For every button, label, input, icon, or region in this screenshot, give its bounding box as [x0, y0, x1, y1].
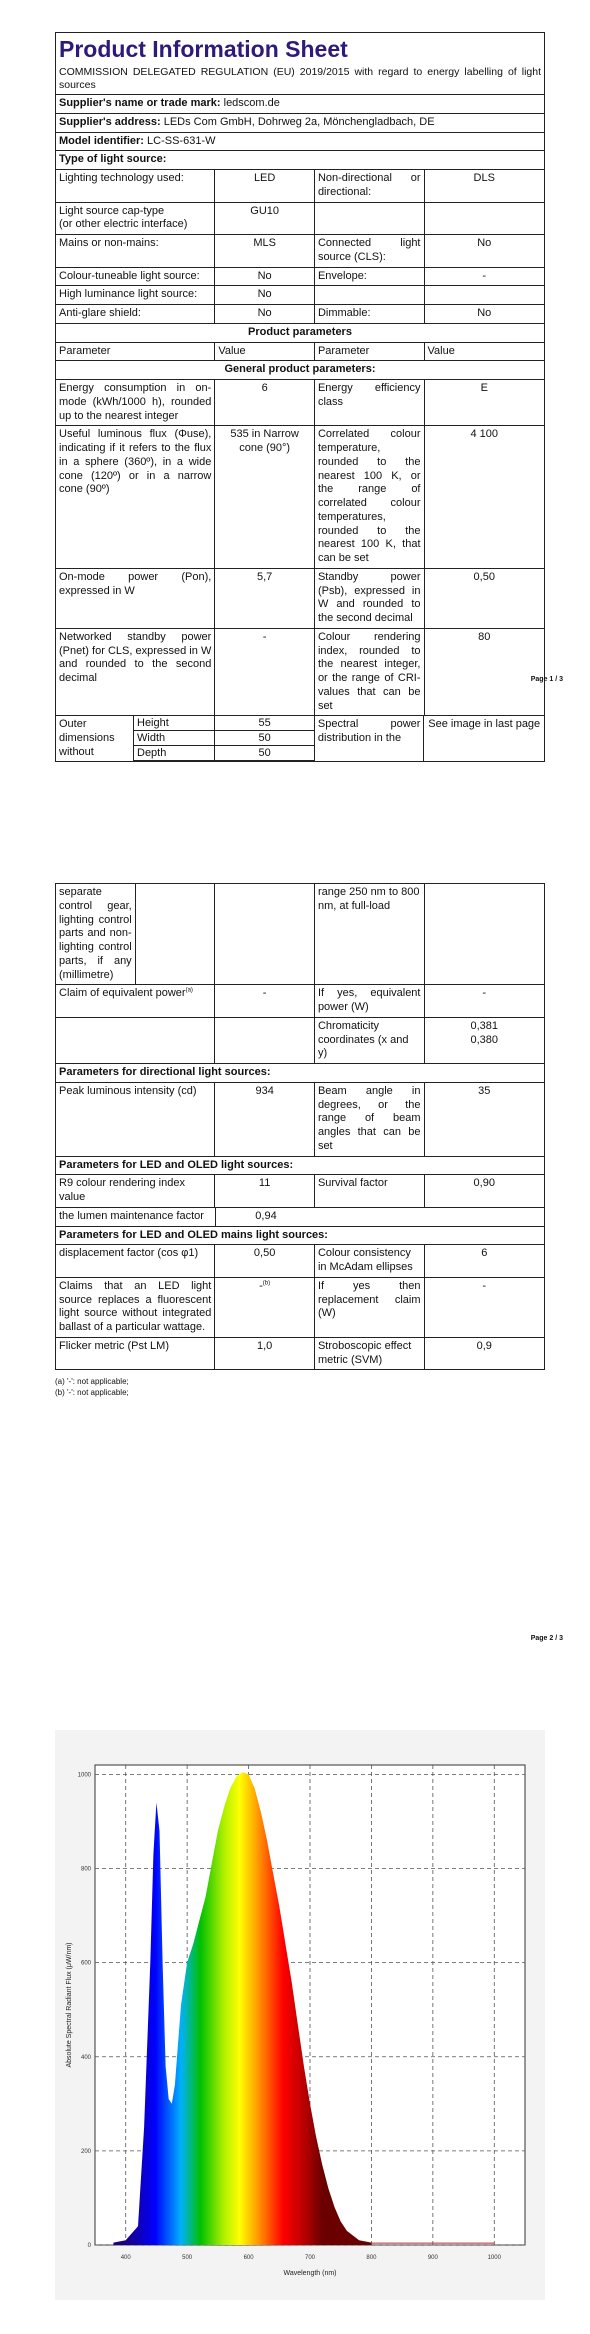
dimension-value: 50 — [215, 731, 314, 746]
general-label-2: Energy efficiency class — [315, 380, 425, 425]
type-label: Anti-glare shield: — [59, 307, 141, 319]
lumen-label: the lumen maintenance factor — [56, 1208, 216, 1226]
type-label: Colour-tuneable light source: — [59, 269, 200, 282]
x-tick-label: 400 — [120, 2255, 131, 2261]
claim-label: Claim of equivalent power — [59, 987, 186, 1000]
type-value-2: No — [477, 237, 492, 249]
type-label-2: Envelope: — [315, 268, 425, 286]
y-axis-label: Absolute Spectral Radiant Flux (μW/nm) — [66, 1942, 73, 2068]
type-row — [56, 305, 544, 324]
regulation-text: COMMISSION DELEGATED REGULATION (EU) 2019/2015 with regard to energy labelling of light sources — [59, 65, 541, 91]
chroma-row — [56, 1018, 544, 1064]
type-value: MLS — [215, 235, 315, 267]
general-value-2: 80 — [478, 630, 491, 643]
type-value-2 — [425, 203, 545, 235]
claims-value-cell — [215, 1278, 315, 1337]
dimensions-label: Outer dimensions without — [56, 716, 134, 761]
type-value-2: DLS — [473, 172, 495, 184]
model-label: Model identifier: — [59, 134, 144, 147]
flicker-row — [56, 1338, 544, 1371]
x-tick-label: 600 — [243, 2255, 254, 2261]
x-tick-label: 1000 — [487, 2255, 501, 2261]
disp-row — [56, 1245, 544, 1278]
value-head-1: Value — [215, 343, 315, 361]
type-label-2: Dimmable: — [315, 305, 425, 323]
x-axis-label: Wavelength (nm) — [283, 2270, 337, 2277]
type-label-cell — [56, 170, 215, 202]
spectral-cont-value — [425, 884, 545, 984]
type-row — [56, 268, 544, 287]
claims-sup: (b) — [262, 1280, 271, 1287]
y-tick-label: 800 — [80, 1866, 91, 1873]
type-header: Type of light source: — [59, 153, 167, 166]
general-label: On-mode power (Pon), expressed in W — [56, 569, 215, 628]
type-label-cell — [56, 305, 215, 323]
type-value: LED — [215, 170, 315, 202]
type-value: No — [215, 305, 315, 323]
general-value-2: 4 100 — [470, 428, 499, 441]
general-label: Networked standby power (Pnet) for CLS, expressed in W and rounded to the second decimal — [56, 629, 215, 716]
lumen-value: 0,94 — [255, 1209, 277, 1222]
supplier-name-label: Supplier's name or trade mark: — [59, 97, 221, 109]
supplier-name-value: ledscom.de — [223, 97, 280, 109]
type-value-2: - — [482, 269, 487, 282]
type-row — [56, 286, 544, 305]
model-value: LC-SS-631-W — [147, 134, 216, 147]
type-value-2 — [425, 286, 545, 304]
model-row — [56, 133, 544, 151]
mains-header: Parameters for LED and OLED mains light sources: — [59, 1228, 328, 1241]
type-label-sub: (or other electric interface) — [59, 218, 188, 231]
supplier-address-value: LEDs Com GmbH, Dohrweg 2a, Mönchengladbach, DE — [163, 115, 435, 128]
beam-value: 35 — [478, 1084, 491, 1097]
chroma-values — [425, 1018, 545, 1063]
type-label-cell — [56, 268, 215, 286]
general-label-2: Standby power (Psb), expressed in W and rounded to the second decimal — [315, 569, 425, 628]
general-row — [56, 426, 544, 569]
general-value-2: E — [480, 382, 488, 394]
strobo-value: 0,9 — [476, 1339, 492, 1352]
page-2 — [55, 883, 563, 1642]
info-sheet-page-1 — [55, 32, 545, 762]
peak-value: 934 — [215, 1083, 315, 1156]
general-header: General product parameters: — [224, 363, 376, 376]
peak-label: Peak luminous intensity (cd) — [56, 1083, 215, 1156]
y-tick-label: 1000 — [77, 1772, 91, 1779]
general-label-2: Colour rendering index, rounded to the nearest integer, or the range of CRI-values that can be set — [315, 629, 425, 716]
type-label-2 — [315, 203, 425, 235]
type-label: Light source cap-type — [59, 204, 165, 217]
dimensions-cont-label: separate control gear, lighting control parts and non-lighting control parts, if any (millimetre) — [56, 884, 136, 984]
dimension-name: Depth — [134, 746, 214, 761]
flicker-label: Flicker metric (Pst LM) — [56, 1338, 215, 1370]
general-row — [56, 569, 544, 629]
dimension-names — [134, 716, 214, 761]
type-label-2 — [315, 286, 425, 304]
consistency-label: Colour consistency in McAdam ellipses — [315, 1245, 425, 1277]
general-label: Useful luminous flux (Φuse), indicating if it refers to the flux in a sphere (360º), in a wide cone (120º) or in a narrow cone (90º) — [56, 426, 215, 568]
type-value: GU10 — [215, 203, 315, 235]
y-tick-label: 400 — [80, 2054, 91, 2061]
claim-label-cell — [56, 985, 215, 1017]
dimension-value: 55 — [215, 716, 314, 731]
led-header: Parameters for LED and OLED light sources: — [59, 1158, 294, 1171]
type-label-cell — [56, 235, 215, 267]
type-rows — [56, 170, 544, 324]
general-value: - — [215, 629, 315, 716]
chroma-x: 0,381 — [470, 1019, 499, 1032]
consistency-value: 6 — [481, 1247, 488, 1260]
supplier-name-row — [56, 95, 544, 113]
claims-value: - — [259, 1279, 263, 1292]
product-params-header: Product parameters — [248, 325, 352, 338]
type-row — [56, 235, 544, 268]
footnote-a: (a) '-': not applicable; — [55, 1377, 129, 1387]
general-rows — [56, 380, 544, 716]
page-2-footer: Page 2 / 3 — [530, 1635, 563, 1642]
survival-label: Survival factor — [315, 1175, 425, 1207]
type-label-2: Connected light source (CLS): — [315, 235, 425, 267]
param-head-1: Parameter — [56, 343, 215, 361]
dimensions-cont-spacer — [136, 884, 216, 984]
beam-label: Beam angle in degrees, or the range of beam angles that can be set — [315, 1083, 425, 1156]
general-value: 5,7 — [215, 569, 315, 628]
spectral-cont-label: range 250 nm to 800 nm, at full-load — [315, 884, 425, 984]
page-1 — [55, 32, 563, 762]
info-sheet-page-2 — [55, 883, 545, 1370]
strobo-label: Stroboscopic effect metric (SVM) — [315, 1338, 425, 1370]
lumen-row — [56, 1208, 544, 1227]
page-3 — [55, 1730, 545, 2300]
type-label: Mains or non-mains: — [59, 237, 159, 249]
dimensions-cont-value — [215, 884, 315, 984]
type-value-2: No — [477, 307, 492, 319]
claim-row — [56, 985, 544, 1018]
type-label-cell — [56, 286, 215, 304]
type-row — [56, 203, 544, 236]
chroma-label: Chromaticity coordinates (x and y) — [315, 1018, 425, 1063]
if-yes-label: If yes, equivalent power (W) — [315, 985, 425, 1017]
disp-label: displacement factor (cos φ1) — [56, 1245, 215, 1277]
claims-row — [56, 1278, 544, 1338]
type-label-2: Non-directional or directional: — [315, 170, 425, 202]
dimension-values — [215, 716, 315, 761]
disp-value: 0,50 — [215, 1245, 315, 1277]
chroma-empty-1 — [56, 1018, 215, 1063]
general-label-2: Correlated colour temperature, rounded to the nearest 100 K, or the range of correlated colour temperatures, rounded to the nearest 100 K, that can be set — [315, 426, 425, 568]
general-value: 535 in Narrow cone (90°) — [215, 426, 315, 568]
general-value: 6 — [215, 380, 315, 425]
type-value: No — [215, 268, 315, 286]
r9-value: 11 — [215, 1175, 315, 1207]
replacement-label: If yes then replacement claim (W) — [315, 1278, 425, 1337]
param-head-2: Parameter — [315, 343, 425, 361]
replacement-value: - — [482, 1279, 487, 1292]
chroma-y: 0,380 — [470, 1033, 499, 1046]
page-title: Product Information Sheet — [59, 36, 348, 62]
general-row — [56, 380, 544, 426]
survival-value: 0,90 — [473, 1177, 495, 1190]
dimension-name: Width — [134, 731, 214, 746]
spectrum-chart — [55, 1730, 545, 2300]
type-label: Lighting technology used: — [59, 172, 184, 184]
type-row — [56, 170, 544, 203]
directional-header: Parameters for directional light sources: — [59, 1066, 271, 1078]
dimension-value: 50 — [215, 746, 314, 761]
dimensions-cont-row — [56, 884, 544, 985]
page-1-footer: Page 1 / 3 — [530, 676, 563, 683]
r9-row — [56, 1175, 544, 1208]
value-head-2: Value — [427, 344, 455, 357]
chroma-empty-2 — [215, 1018, 315, 1063]
general-value-2: 0,50 — [473, 570, 495, 583]
type-label: High luminance light source: — [59, 288, 198, 301]
general-label: Energy consumption in on-mode (kWh/1000 h), rounded up to the nearest integer — [56, 380, 215, 425]
x-tick-label: 800 — [366, 2255, 377, 2261]
footnote-b: (b) '-': not applicable; — [55, 1388, 129, 1398]
dimension-name: Height — [134, 716, 214, 731]
y-tick-label: 200 — [80, 2148, 91, 2155]
claim-value: - — [215, 985, 315, 1017]
param-head-row — [56, 343, 544, 362]
supplier-address-label: Supplier's address: — [59, 115, 161, 128]
x-tick-label: 500 — [182, 2255, 193, 2261]
spectral-label: Spectral power distribution in the — [315, 716, 425, 761]
spectral-value: See image in last page — [428, 718, 541, 731]
claims-label: Claims that an LED light source replaces a fluorescent light source without integrated ballast of a particular wattage. — [56, 1278, 215, 1337]
flicker-value: 1,0 — [215, 1338, 315, 1370]
general-row — [56, 629, 544, 717]
supplier-address-row — [56, 114, 544, 132]
x-tick-label: 700 — [304, 2255, 316, 2261]
dimensions-row — [56, 716, 544, 762]
if-yes-value: - — [482, 987, 487, 1000]
dimensions-cell — [56, 716, 215, 761]
claim-sup: (a) — [185, 987, 193, 994]
peak-row — [56, 1083, 544, 1157]
x-tick-label: 900 — [427, 2255, 438, 2261]
type-value: No — [215, 286, 315, 304]
y-tick-label: 600 — [80, 1960, 91, 1967]
type-label-cell — [56, 203, 215, 235]
y-tick-label: 0 — [87, 2243, 91, 2249]
r9-label: R9 colour rendering index value — [56, 1175, 215, 1207]
